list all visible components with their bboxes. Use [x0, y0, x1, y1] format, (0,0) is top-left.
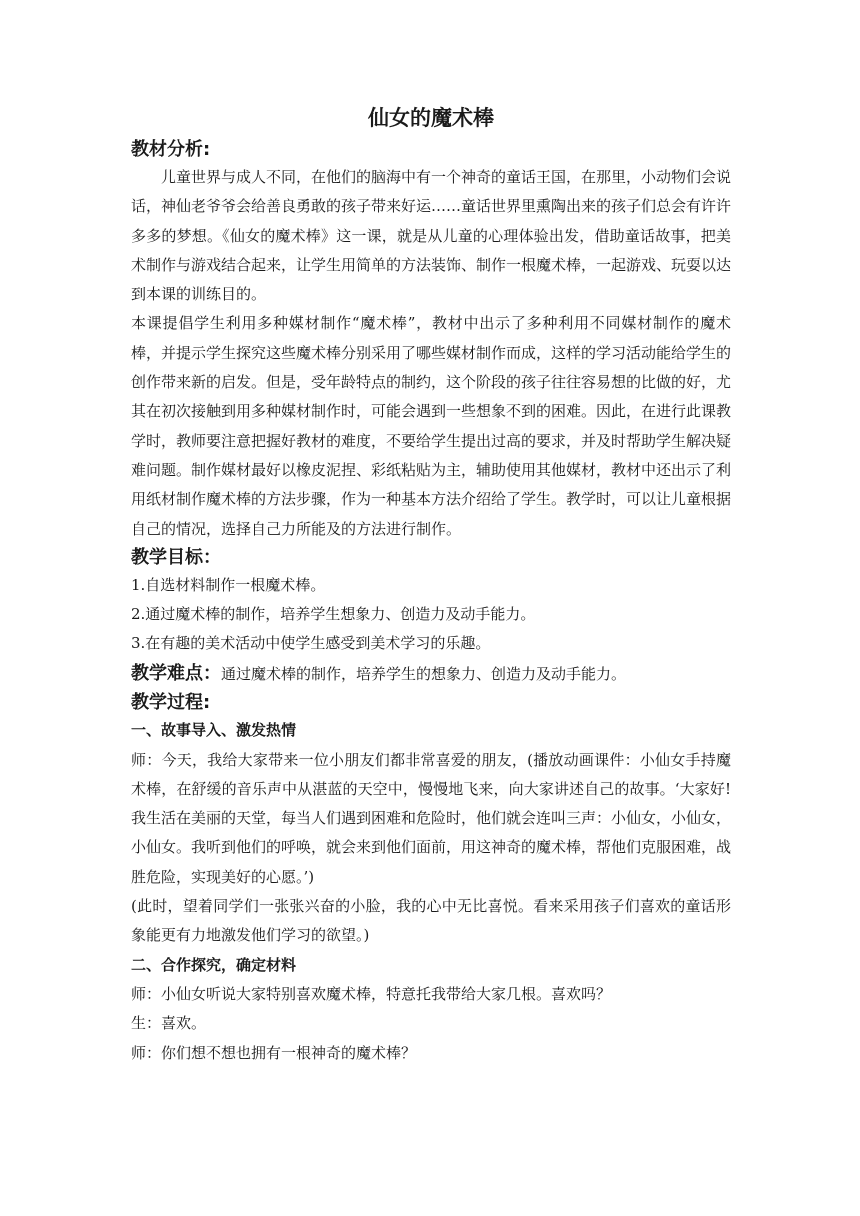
section-1-paragraph-2: (此时，望着同学们一张张兴奋的小脸，我的心中无比喜悦。看来采用孩子们喜欢的童话形象能更有力地激发他们学习的欲望。) [131, 897, 731, 945]
section-1-heading: 一、故事导入、激发热情 [131, 721, 297, 740]
goal-item-2: 2.通过魔术棒的制作，培养学生想象力、创造力及动手能力。 [131, 605, 536, 624]
goal-item-3: 3.在有趣的美术活动中使学生感受到美术学习的乐趣。 [131, 634, 491, 653]
difficulty-line [131, 659, 731, 689]
document-title: 仙女的魔术棒 [368, 106, 494, 130]
section-2-heading: 二、合作探究，确定材料 [131, 955, 297, 974]
analysis-paragraph-1: 儿童世界与成人不同，在他们的脑海中有一个神奇的童话王国，在那里，小动物们会说话，神仙老爷爷会给善良勇敢的孩子带来好运……童话世界里熏陶出来的孩子们总会有许许多多的梦想。《仙女的魔术棒》这一课，就是从儿童的心理体验出发，借助童话故事，把美术制作与游戏结合起来，让学生用简单的方法装饰、制作一根魔术棒，一起游戏、玩耍以达到本课的训练目的。 [131, 168, 732, 304]
difficulty-heading: 教学难点： [131, 662, 221, 684]
analysis-paragraph-2: 本课提倡学生利用多种媒材制作“魔术棒”，教材中出示了多种利用不同媒材制作的魔术棒，并提示学生探究这些魔术棒分别采用了哪些媒材制作而成，这样的学习活动能给学生的创作带来新的启发。但是，受年龄特点的制约，这个阶段的孩子往往容易想的比做的好，尤其在初次接触到用多种媒材制作时，可能会遇到一些想象不到的困难。因此，在进行此课教学时，教师要注意把握好教材的难度，不要给学生提出过高的要求，并及时帮助学生解决疑难问题。制作媒材最好以橡皮泥捏、彩纸粘贴为主，辅助使用其他媒材，教材中还出示了利用纸材制作魔术棒的方法步骤，作为一种基本方法介绍给了学生。教学时，可以让儿童根据自己的情况，选择自己力所能及的方法进行制作。 [131, 314, 732, 538]
section-2-line-2: 生：喜欢。 [131, 1014, 207, 1033]
section-2-line-1: 师：小仙女听说大家特别喜欢魔术棒，特意托我带给大家几根。喜欢吗？ [131, 985, 612, 1004]
goal-item-1: 1.自选材料制作一根魔术棒。 [131, 575, 326, 594]
section-2-line-3: 师：你们想不想也拥有一根神奇的魔术棒？ [131, 1043, 417, 1062]
process-heading: 教学过程: [131, 692, 211, 714]
document-body [131, 136, 731, 1068]
goals-heading: 教学目标： [131, 546, 221, 568]
difficulty-text: 通过魔术棒的制作，培养学生的想象力、创造力及动手能力。 [221, 664, 627, 683]
analysis-heading: 教材分析: [131, 139, 211, 160]
section-1-paragraph-1: 师：今天，我给大家带来一位小朋友们都非常喜爱的朋友，(播放动画课件：小仙女手持魔术棒，在舒缓的音乐声中从湛蓝的天空中，慢慢地飞来，向大家讲述自己的故事。‘大家好!我生活在美丽的天堂，每当人们遇到困难和危险时，他们就会连叫三声：小仙女，小仙女，小仙女。我听到他们的呼唤，就会来到他们面前，用这神奇的魔术棒，帮他们克服困难，战胜危险，实现美好的心愿。’) [131, 750, 732, 886]
